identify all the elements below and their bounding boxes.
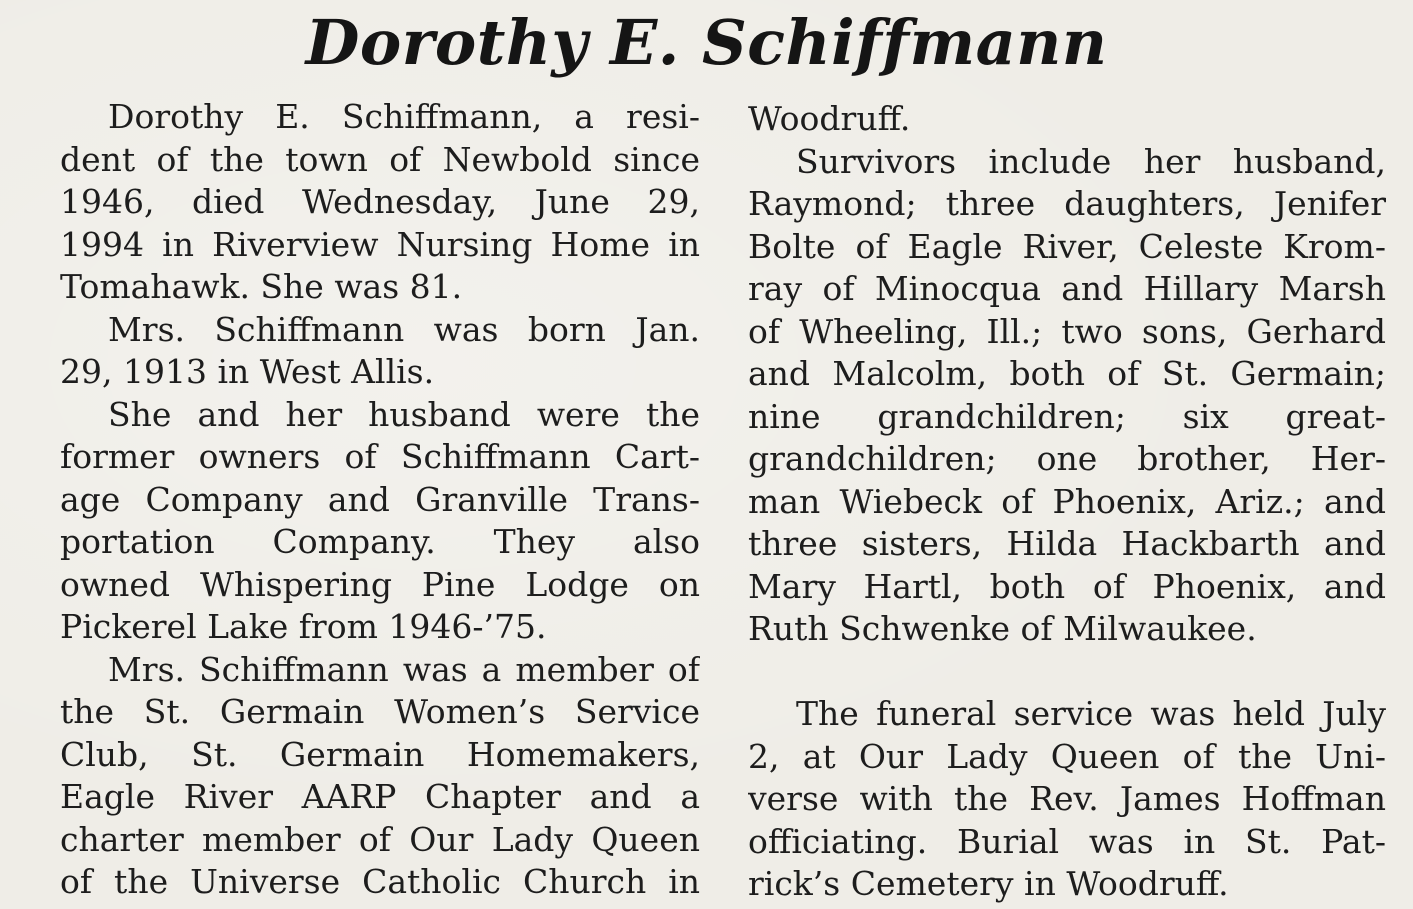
text-line: Mrs. Schiffmann was a member of [108,649,700,689]
paragraph-birth [60,309,700,394]
text-line: Survivors include her husband, [796,141,1386,181]
text-line: owned Whispering Pine Lodge on [60,564,700,604]
text-line: portation Company. They also [60,522,700,561]
paragraph-death-notice [60,96,700,309]
paragraph-continuation [748,98,1386,141]
text-line: three sisters, Hilda Hackbarth and [748,524,1386,563]
paragraph-memberships [60,649,700,904]
text-line: Woodruff. [748,99,911,138]
text-line: Ruth Schwenke of Milwaukee. [748,609,1257,648]
text-line: Club, St. Germain Homemakers, [60,734,700,774]
text-line: and Malcolm, both of St. Germain; [748,354,1386,393]
paragraph-survivors [748,141,1386,651]
text-line: of the Universe Catholic Church in [60,862,700,901]
text-line: 1946, died Wednesday, June 29, [60,182,700,221]
text-line: rick’s Cemetery in Woodruff. [748,864,1229,903]
text-line: man Wiebeck of Phoenix, Ariz.; and [748,481,1386,521]
paragraph-business [60,394,700,649]
text-line: ray of Minocqua and Hillary Marsh [748,269,1386,308]
text-line: Pickerel Lake from 1946-’75. [60,607,547,646]
right-column [748,98,1386,906]
left-column [60,96,700,904]
text-line: She and her husband were the [108,394,700,434]
text-line: age Company and Granville Trans- [60,479,700,519]
text-line: grandchildren; one brother, Her- [748,439,1386,478]
text-line: 2, at Our Lady Queen of the Uni- [748,736,1386,776]
text-line: The funeral service was held July [796,694,1386,733]
text-line: former owners of Schiffmann Cart- [60,437,700,476]
text-line: the St. Germain Women’s Service [60,692,700,731]
obituary-headline: Dorothy E. Schiffmann [305,6,1108,79]
text-line: 29, 1913 in West Allis. [60,352,435,391]
text-line: Mary Hartl, both of Phoenix, and [748,566,1386,606]
text-line: officiating. Burial was in St. Pat- [748,821,1386,861]
text-line: Bolte of Eagle River, Celeste Krom- [748,226,1386,266]
text-line: Dorothy E. Schiffmann, a resi- [108,97,700,136]
text-line: Tomahawk. She was 81. [60,267,463,306]
paragraph-funeral [748,693,1386,906]
text-line: dent of the town of Newbold since [60,139,700,179]
text-line: charter member of Our Lady Queen [60,819,700,859]
text-line: Eagle River AARP Chapter and a [60,777,700,816]
paragraph-gap [748,651,1386,694]
text-line: verse with the Rev. James Hoffman [748,779,1386,818]
text-line: 1994 in Riverview Nursing Home in [60,224,700,264]
text-line: nine grandchildren; six great- [748,396,1386,436]
text-line: of Wheeling, Ill.; two sons, Gerhard [748,311,1386,351]
text-line: Mrs. Schiffmann was born Jan. [108,309,700,349]
text-line: Raymond; three daughters, Jenifer [748,184,1386,223]
